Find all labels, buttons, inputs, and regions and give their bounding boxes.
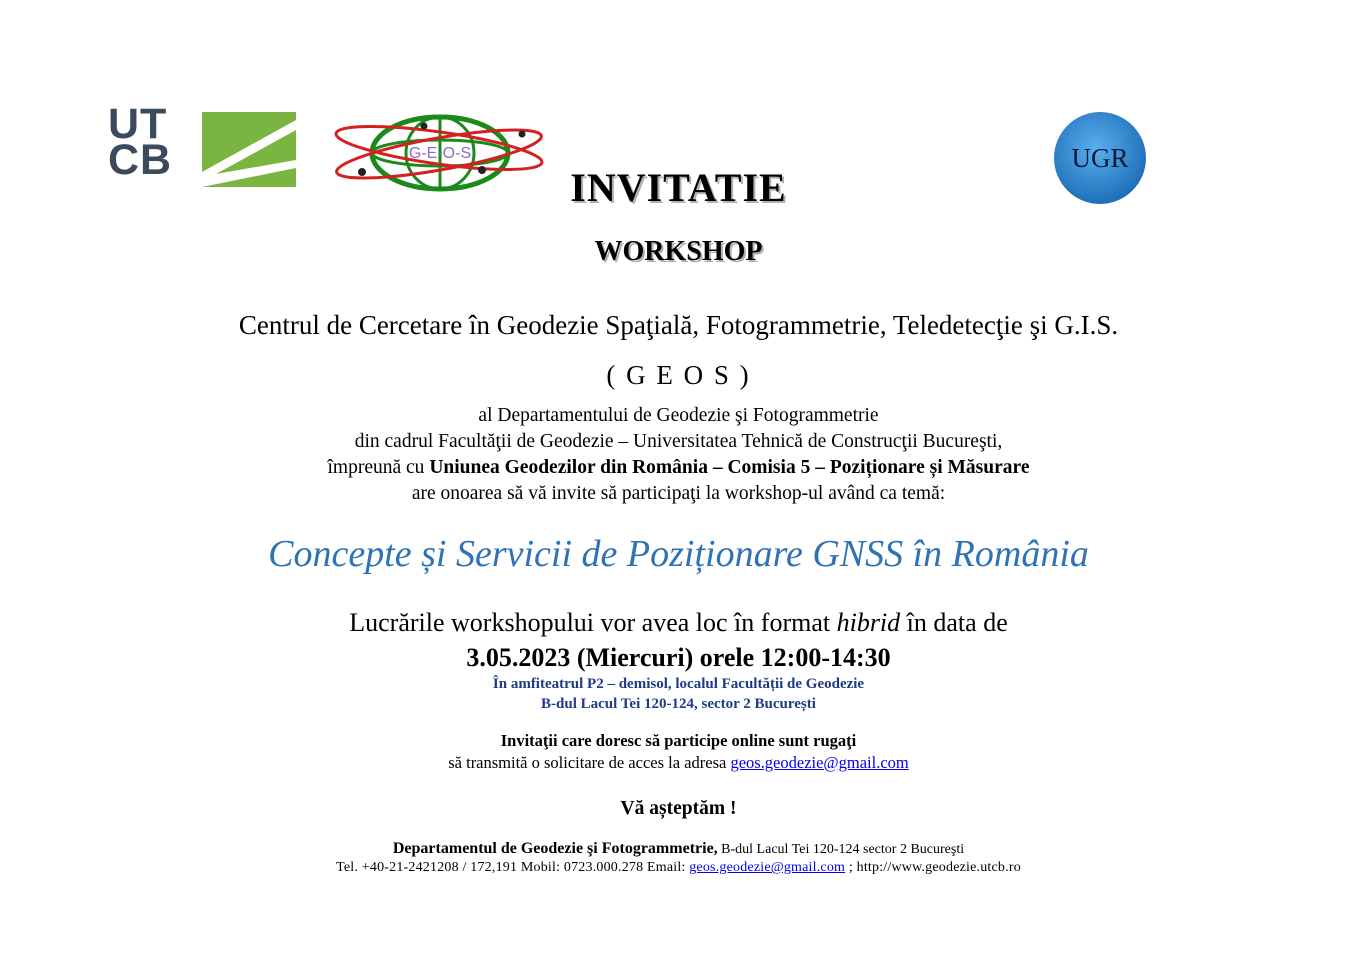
ugr-logo-label: UGR xyxy=(1071,143,1129,173)
geos-logo-label: G-E-O-S xyxy=(408,145,472,162)
partner-name: Uniunea Geodezilor din România – Comisia 5 – Poziționare și Măsurare xyxy=(429,457,1030,478)
faculty-line: din cadrul Facultăţii de Geodezie – Universitatea Tehnică de Construcţii Bucureşti, xyxy=(354,431,1003,452)
utcb-logo-line1: UT xyxy=(108,100,168,148)
event-date: 3.05.2023 (Miercuri) orele 12:00-14:30 xyxy=(466,643,891,672)
format-prefix: Lucrările workshopului vor avea loc în format xyxy=(349,608,837,637)
footer-website: ; http://www.geodezie.utcb.ro xyxy=(845,860,1021,875)
online-request-prefix: să transmită o solicitare de acces la adresa xyxy=(448,753,731,772)
location-venue: În amfiteatrul P2 – demisol, localul Facultății de Geodezie xyxy=(492,676,865,692)
format-line xyxy=(0,608,1357,638)
workshop-theme: Concepte și Servicii de Poziționare GNSS în România xyxy=(268,533,1089,575)
invite-line: are onoarea să vă invite să participaţi la workshop-ul având ca temă: xyxy=(411,483,946,504)
department-line: al Departamentului de Geodezie şi Fotogrammetrie xyxy=(478,405,879,426)
closing-text: Vă așteptăm ! xyxy=(620,798,737,819)
footer-contact-prefix: Tel. +40-21-2421208 / 172,191 Mobil: 0723.000.278 Email: xyxy=(336,860,690,875)
location-address: B-dul Lacul Tei 120-124, sector 2 București xyxy=(541,696,816,712)
utcb-logo-line2: CB xyxy=(108,136,173,184)
format-suffix: în data de xyxy=(900,608,1008,637)
contact-email-link[interactable]: geos.geodezie@gmail.com xyxy=(730,753,909,772)
footer-contact xyxy=(0,860,1357,876)
workshop-label: WORKSHOP xyxy=(594,236,763,267)
page-title: INVITATIE xyxy=(570,165,787,210)
online-note: Invitaţii care doresc să participe online sunt rugaţi xyxy=(500,731,857,750)
partner-line xyxy=(0,457,1357,479)
footer-address xyxy=(0,840,1357,858)
research-center-abbreviation: ( G E O S ) xyxy=(606,360,751,390)
partner-prefix: împreună cu xyxy=(327,457,430,478)
footer-email-link[interactable]: geos.geodezie@gmail.com xyxy=(689,860,846,875)
format-type: hibrid xyxy=(836,608,901,637)
online-request xyxy=(0,753,1357,773)
footer-department: Departamentul de Geodezie şi Fotogrammetrie, xyxy=(392,840,718,857)
footer-street: B-dul Lacul Tei 120-124 sector 2 Bucureşti xyxy=(717,842,965,857)
research-center-name: Centrul de Cercetare în Geodezie Spaţială, Fotogrammetrie, Teledetecţie şi G.I.S. xyxy=(238,310,1119,340)
